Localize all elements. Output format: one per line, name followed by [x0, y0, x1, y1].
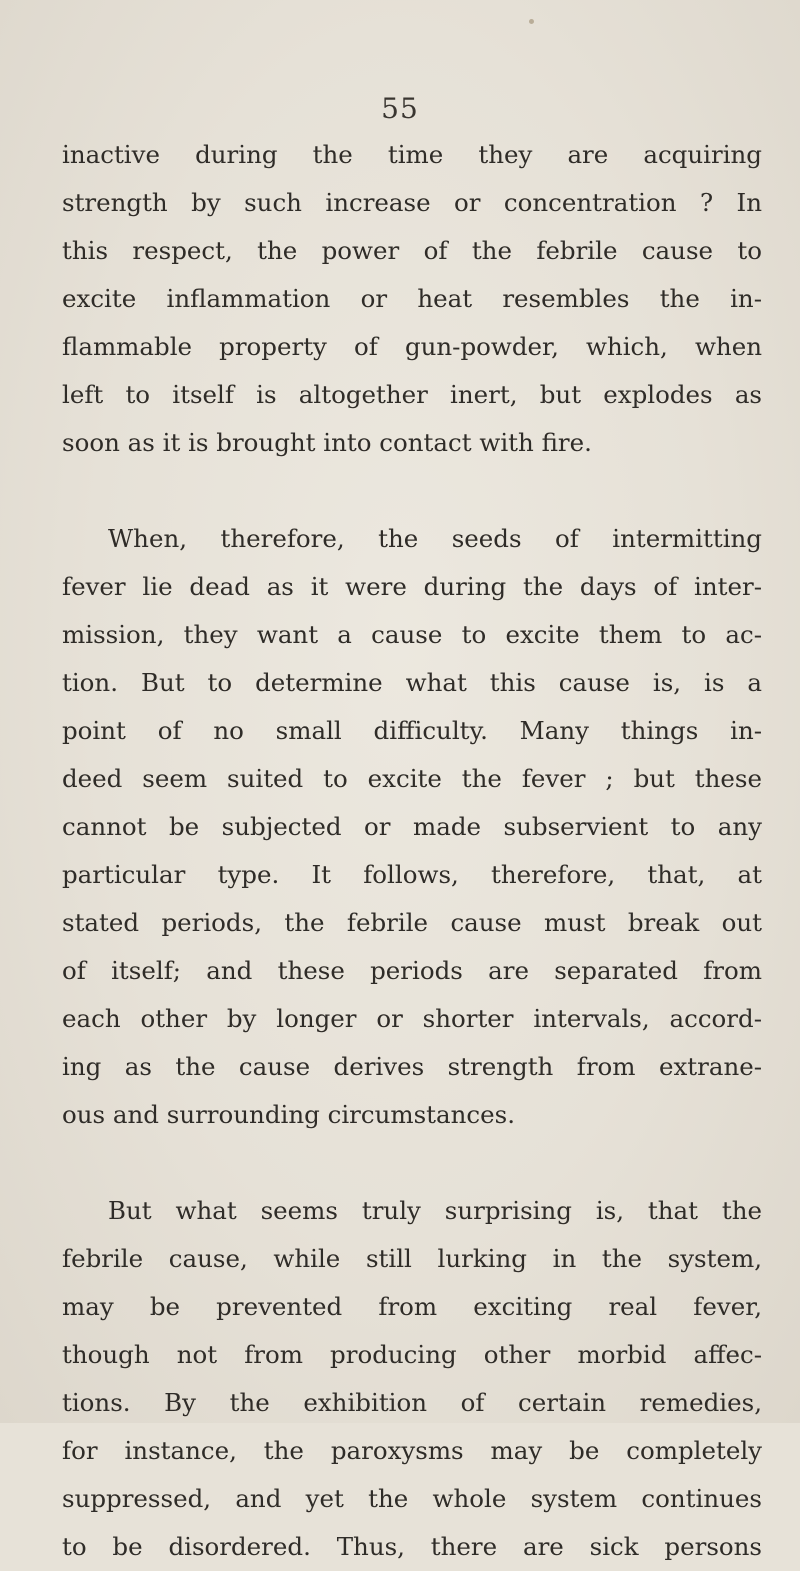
text-line: mission, they want a cause to excite them to ac- [62, 620, 762, 649]
text-line: inactive during the time they are acquiring [62, 140, 762, 169]
body-text [62, 131, 762, 1571]
text-line: to be disordered. Thus, there are sick persons [62, 1532, 762, 1561]
text-line: ous and surrounding circumstances. [62, 1100, 515, 1129]
text-line: When, therefore, the seeds of intermitting [108, 524, 762, 553]
page-number: 55 [381, 92, 419, 125]
text-line: fever lie dead as it were during the days of inter- [62, 572, 762, 601]
text-line: febrile cause, while still lurking in the system, [62, 1244, 762, 1273]
text-line: of itself; and these periods are separated from [62, 956, 762, 985]
text-line: for instance, the paroxysms may be completely [62, 1436, 762, 1465]
text-line: may be prevented from exciting real fever, [62, 1292, 762, 1321]
paragraph-3 [62, 1187, 762, 1571]
paragraph-1 [62, 131, 762, 467]
text-line: tion. But to determine what this cause is, is a [62, 668, 762, 697]
text-line: tions. By the exhibition of certain remedies, [62, 1388, 762, 1417]
text-line: though not from producing other morbid affec- [62, 1340, 762, 1369]
text-line: particular type. It follows, therefore, that, at [62, 860, 762, 889]
text-line: soon as it is brought into contact with fire. [62, 428, 592, 457]
text-line: strength by such increase or concentration ? In [62, 188, 762, 217]
text-line: suppressed, and yet the whole system continues [62, 1484, 762, 1513]
text-line: this respect, the power of the febrile cause to [62, 236, 762, 265]
paper-speck [529, 19, 534, 24]
text-line: excite inflammation or heat resembles the in- [62, 284, 762, 313]
text-line: point of no small difficulty. Many things in- [62, 716, 762, 745]
text-line: cannot be subjected or made subservient to any [62, 812, 762, 841]
text-line: flammable property of gun-powder, which, when [62, 332, 762, 361]
paragraph-2 [62, 515, 762, 1139]
text-line: stated periods, the febrile cause must break out [62, 908, 762, 937]
text-line: left to itself is altogether inert, but explodes as [62, 380, 762, 409]
text-line: ing as the cause derives strength from extrane- [62, 1052, 762, 1081]
text-line: each other by longer or shorter intervals, accord- [62, 1004, 762, 1033]
text-line: deed seem suited to excite the fever ; but these [62, 764, 762, 793]
text-line: But what seems truly surprising is, that the [108, 1196, 762, 1225]
